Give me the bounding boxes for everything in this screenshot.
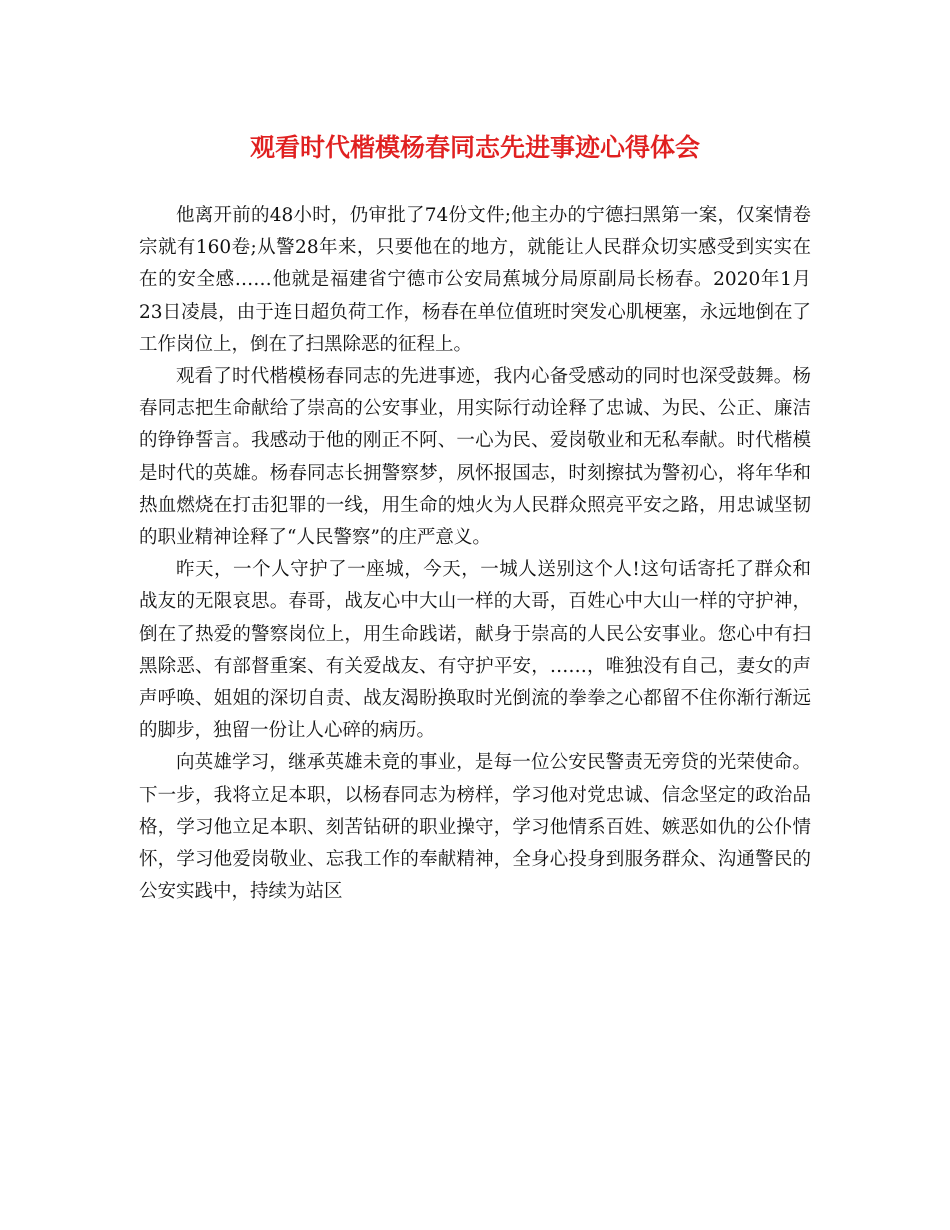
paragraph-1: 他离开前的48小时，仍审批了74份文件;他主办的宁德扫黑第一案，仅案情卷宗就有160卷;从警28年来，只要他在的地方，就能让人民群众切实感受到实实在在的安全感……他就是福建省宁德市公安局蕉城分局原副局长杨春。2020年1月23日凌晨，由于连日超负荷工作，杨春在单位值班时突发心肌梗塞，永远地倒在了工作岗位上，倒在了扫黑除恶的征程上。 — [139, 205, 811, 355]
paragraph-4: 向英雄学习，继承英雄未竟的事业，是每一位公安民警责无旁贷的光荣使命。下一步，我将立足本职，以杨春同志为榜样，学习他对党忠诚、信念坚定的政治品格，学习他立足本职、刻苦钻研的职业操守，学习他情系百姓、嫉恶如仇的公仆情怀，学习他爱岗敬业、忘我工作的奉献精神，全身心投身到服务群众、沟通警民的公安实践中，持续为站区 — [139, 752, 811, 903]
paragraph-2: 观看了时代楷模杨春同志的先进事迹，我内心备受感动的同时也深受鼓舞。杨春同志把生命献给了崇高的公安事业，用实际行动诠释了忠诚、为民、公正、廉洁的铮铮誓言。我感动于他的刚正不阿、一心为民、爱岗敬业和无私奉献。时代楷模是时代的英雄。杨春同志长拥警察梦，夙怀报国志，时刻擦拭为警初心，将年华和热血燃烧在打击犯罪的一线，用生命的烛火为人民群众照亮平安之路，用忠诚坚韧的职业精神诠释了“人民警察”的庄严意义。 — [139, 366, 811, 549]
paragraph-3: 昨天，一个人守护了一座城，今天，一城人送别这个人!这句话寄托了群众和战友的无限哀思。春哥，战友心中大山一样的大哥，百姓心中大山一样的守护神，倒在了热爱的警察岗位上，用生命践诺，献身于崇高的人民公安事业。您心中有扫黑除恶、有部督重案、有关爱战友、有守护平安，……，唯独没有自己，妻女的声声呼唤、姐姐的深切自责、战友渴盼换取时光倒流的拳拳之心都留不住你渐行渐远的脚步，独留一份让人心碎的病历。 — [139, 559, 811, 742]
document-title: 观看时代楷模杨春同志先进事迹心得体会 — [249, 133, 700, 162]
document-body — [139, 200, 811, 908]
